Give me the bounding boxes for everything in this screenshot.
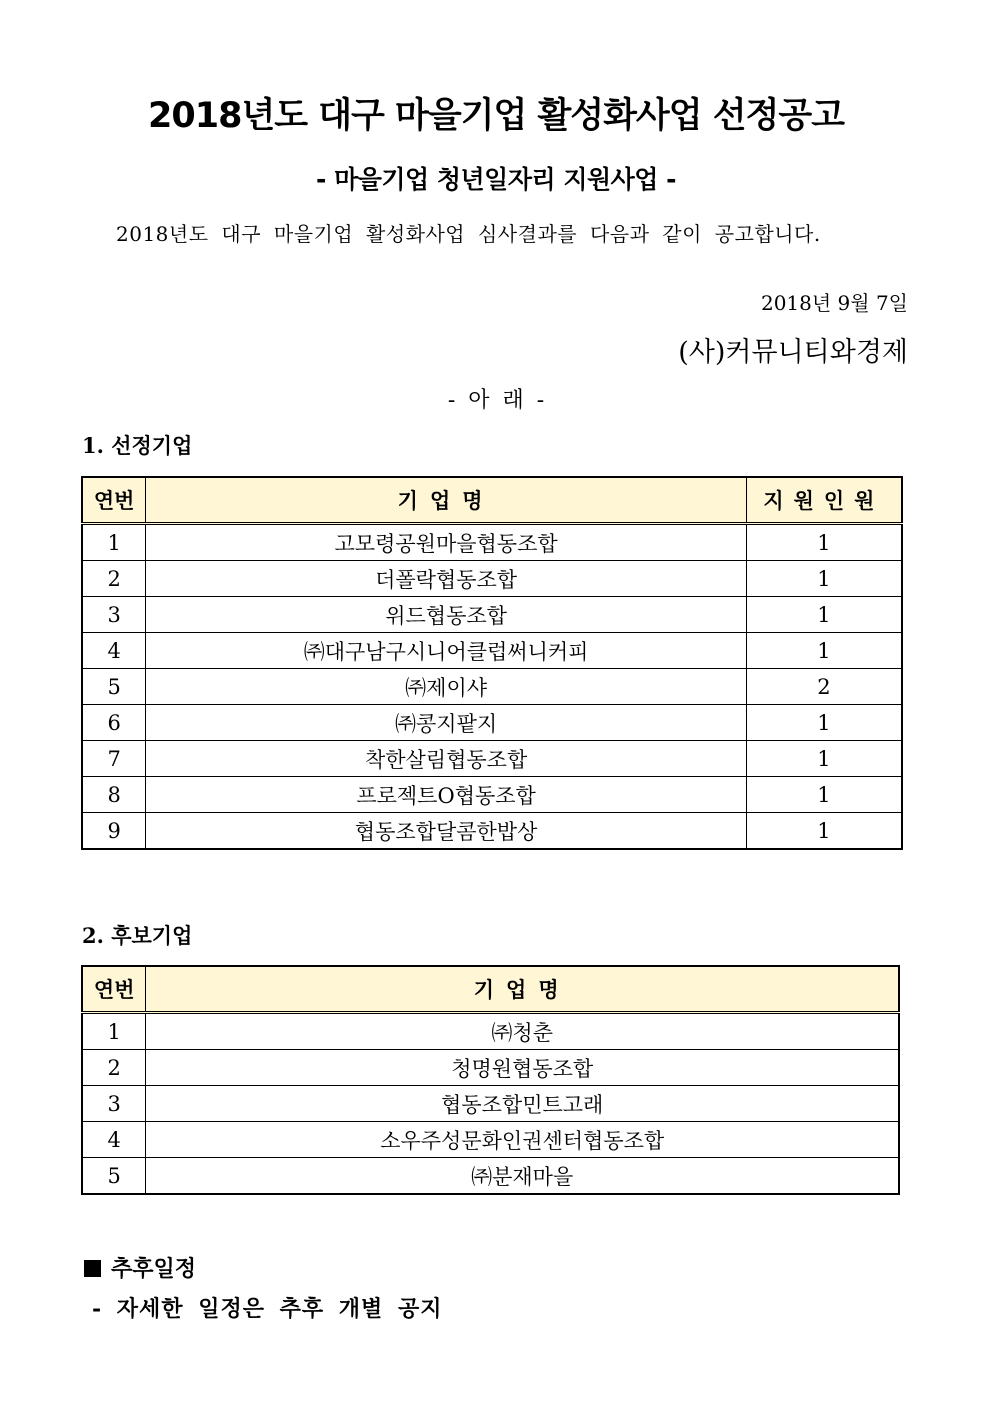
table-cell: 1 <box>82 1013 146 1050</box>
table-cell: 1 <box>746 524 902 561</box>
announcement-date: 2018년 9월 7일 <box>760 291 908 315</box>
page-title: 2018년도 대구 마을기업 활성화사업 선정공고 <box>148 96 844 136</box>
table-cell: 협동조합달콤한밥상 <box>146 813 746 850</box>
table-cell: 5 <box>82 1158 146 1195</box>
selected-table-row <box>82 813 902 850</box>
selected-table-row <box>82 705 902 741</box>
table-cell: 더폴락협동조합 <box>146 561 746 597</box>
table-cell: 1 <box>746 705 902 741</box>
selected-table-row <box>82 669 902 705</box>
table-cell: 청명원협동조합 <box>146 1050 899 1086</box>
selected-table-row <box>82 633 902 669</box>
table-cell: 1 <box>82 524 146 561</box>
header-company-name: 기업명 <box>146 966 899 1013</box>
table-header-row <box>82 966 899 1013</box>
table-cell: ㈜콩지팥지 <box>146 705 746 741</box>
table-cell: 4 <box>82 1122 146 1158</box>
table-cell: 3 <box>82 1086 146 1122</box>
selected-companies-table <box>81 476 903 850</box>
table-cell: 2 <box>82 561 146 597</box>
schedule-detail: - 자세한 일정은 추후 개별 공지 <box>92 1296 443 1322</box>
notice-heading: - 아 래 - <box>447 388 545 413</box>
table-cell: 4 <box>82 633 146 669</box>
candidate-companies-table <box>81 965 900 1195</box>
table-cell: 1 <box>746 813 902 850</box>
table-cell: ㈜제이샤 <box>146 669 746 705</box>
table-cell: 5 <box>82 669 146 705</box>
selected-table-row <box>82 561 902 597</box>
candidates-section-heading: 2. 후보기업 <box>82 923 193 948</box>
candidate-table-row <box>82 1122 899 1158</box>
schedule-heading <box>84 1252 196 1283</box>
selected-table-row <box>82 597 902 633</box>
table-cell: 1 <box>746 597 902 633</box>
header-number: 연번 <box>82 477 146 524</box>
table-cell: ㈜분재마을 <box>146 1158 899 1195</box>
table-cell: 1 <box>746 741 902 777</box>
organization-name: (사)커뮤니티와경제 <box>678 337 908 368</box>
table-cell: ㈜대구남구시니어클럽써니커피 <box>146 633 746 669</box>
table-cell: 1 <box>746 633 902 669</box>
selected-table-row <box>82 524 902 561</box>
table-cell: 9 <box>82 813 146 850</box>
table-cell: 6 <box>82 705 146 741</box>
table-cell: 소우주성문화인권센터협동조합 <box>146 1122 899 1158</box>
selected-section-heading: 1. 선정기업 <box>82 433 193 458</box>
table-cell: 2 <box>82 1050 146 1086</box>
table-header-row <box>82 477 902 524</box>
table-cell: 프로젝트O협동조합 <box>146 777 746 813</box>
table-cell: 협동조합민트고래 <box>146 1086 899 1122</box>
square-bullet-icon <box>84 1260 101 1277</box>
candidate-table-row <box>82 1158 899 1195</box>
table-cell: 착한살림협동조합 <box>146 741 746 777</box>
table-cell: 1 <box>746 561 902 597</box>
table-cell: 8 <box>82 777 146 813</box>
selected-table-row <box>82 777 902 813</box>
candidate-table-row <box>82 1086 899 1122</box>
table-cell: 1 <box>746 777 902 813</box>
schedule-heading-text: 추후일정 <box>111 1256 197 1282</box>
candidate-table-row <box>82 1050 899 1086</box>
selected-table-row <box>82 741 902 777</box>
header-support-count: 지원인원 <box>746 477 902 524</box>
table-cell: 고모령공원마을협동조합 <box>146 524 746 561</box>
page-subtitle: - 마을기업 청년일자리 지원사업 - <box>315 165 677 194</box>
header-company-name: 기업명 <box>146 477 746 524</box>
table-cell: 3 <box>82 597 146 633</box>
table-cell: 2 <box>746 669 902 705</box>
table-cell: 7 <box>82 741 146 777</box>
table-cell: 위드협동조합 <box>146 597 746 633</box>
table-cell: ㈜청춘 <box>146 1013 899 1050</box>
header-number: 연번 <box>82 966 146 1013</box>
intro-text: 2018년도 대구 마을기업 활성화사업 심사결과를 다음과 같이 공고합니다. <box>116 222 821 246</box>
candidate-table-row <box>82 1013 899 1050</box>
